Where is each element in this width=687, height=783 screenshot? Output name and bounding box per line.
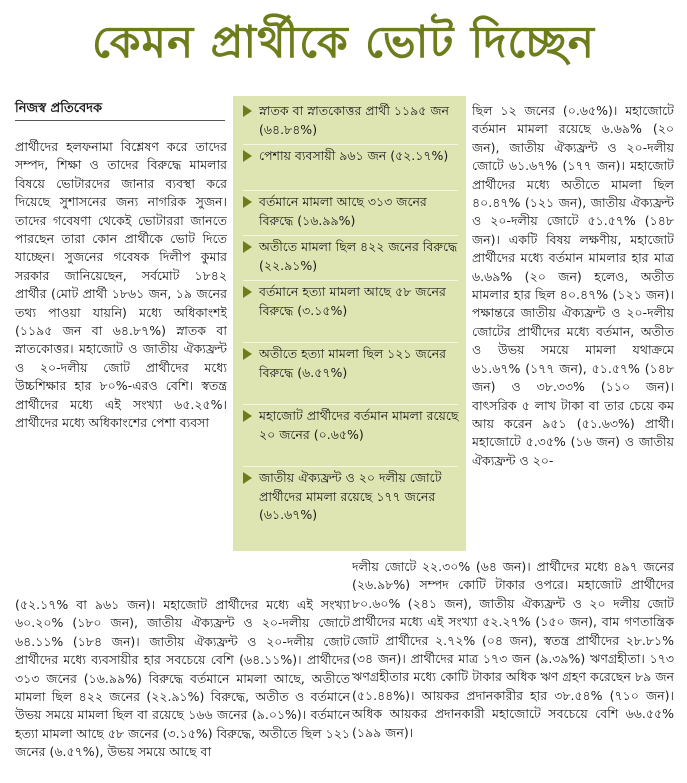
article-column-1: প্রার্থীদের হলফনামা বিশ্লেষণ করে তাদের সম্পদ, শিক্ষা ও তাদের বিরুদ্ধে মামলার বিষয়ে ভোটারদের জানার ব্যবস্থা করে দিয়েছে সুশাসনের জন্য নাগরিক সুজন। তাদের গবেষণা থেকেই ভোটাররা জানতে পারছেন তারা কোন প্রার্থীকে ভোট দিতে যাচ্ছেন। সুজনের গবেষক দিলীপ কুমার সরকার জানিয়েছেন, সর্বমোট ১৮৪২ প্রার্থীর (মোট প্রার্থী ১৮৬১ জন, ১৯ জনের তথ্য পাওয়া যায়নি) মধ্যে অধিকাংশই (১১৯৫ জন বা ৬৪.৮৭%) স্নাতক বা স্নাতকোত্তর। মহাজোট ও জাতীয় ঐক্যফ্রন্ট ও ২০-দলীয় জোট প্রার্থীদের মধ্যে উচ্চশিক্ষার হার ৮০%-এরও বেশি। স্বতন্ত্র প্রার্থীদের মধ্যে এই সংখ্যা ৬৫.২৫%। প্রার্থীদের মধ্যে অধিকাংশের পেশা ব্যবসা: [15, 139, 227, 431]
headline: কেমন প্রার্থীকে ভোট দিচ্ছেন: [91, 17, 596, 68]
highlight-text: পেশায় ব্যবসায়ী ৯৬১ জন (৫২.১৭%): [259, 148, 449, 163]
highlights-box: [233, 96, 466, 551]
byline: নিজস্ব প্রতিবেদক: [15, 100, 225, 121]
bullet-arrow-icon: [243, 105, 252, 117]
highlight-text: অতীতে হত্যা মামলা ছিল ১২১ জনের বিরুদ্ধে (৬.৫৭%): [259, 346, 447, 380]
highlight-text: অতীতে মামলা ছিল ৪২২ জনের বিরুদ্ধে (২২.৯১%): [259, 239, 458, 273]
article-bottom-right: দলীয় জোটে ২২.৩০% (৬৪ জন)। প্রার্থীদের মধ্যে ৪৯৭ জনের (২৬.৯৮%) সম্পদ কোটি টাকার ওপরে। মহাজোট প্রার্থীদের ৮০.৬০% (২৪১ জন), জাতীয় ঐক্যফ্রন্ট ও ২০ দলীয় জোট প্রার্থীদের মধ্যে এই সংখ্যা ৫২.২৭% (১৫০ জন), বাম গণতান্ত্রিক জোট প্রার্থীদের ২.৭২% (০৪ জন), স্বতন্ত্র প্রার্থীদের ২৮.৮১% (৩৪ জন)। প্রার্থীদের মাত্র ১৭৩ জন (৯.৩৯%) ঋণগ্রহীতা। ১৭৩ ঋণগ্রহীতার মধ্যে কোটি টাকার অধিক ঋণ গ্রহণ করেছেন ৮৯ জন (৫১.৪৪%)। আয়কর প্রদানকারীর হার ৩৮.৫৪% (৭১০ জন)। অধিক আয়কর প্রদানকারী মহাজোটে সবচেয়ে বেশি ৬৬.৫৫% (১৯৯ জন)।: [352, 559, 674, 740]
article-column-3: ছিল ১২ জনের (০.৬৫%)। মহাজোটে বর্তমান মামলা রয়েছে ৬.৬৯% (২০ জন), জাতীয় ঐক্যফ্রন্ট ও ২০-দলীয় জোটে ৬১.৬৭% (১৭৭ জন)। মহাজোট প্রার্থীদের মধ্যে অতীতে মামলা ছিল ৪০.৪৭% (১২১ জন), জাতীয় ঐক্যফ্রন্ট ও ২০-দলীয় জোটে ৫১.৫৭% (১৪৮ জন)। একটি বিষয় লক্ষণীয়, মহাজোট প্রার্থীদের মধ্যে বর্তমান মামলার হার মাত্র ৬.৬৯% (২০ জন) হলেও, অতীত মামলার হার ছিল ৪০.৪৭% (১২১ জন)। পক্ষান্তরে জাতীয় ঐক্যফ্রন্ট ও ২০-দলীয় জোটের প্রার্থীদের মধ্যে বর্তমান, অতীত ও উভয় সময়ে মামলা যথাক্রমে ৬১.৬৭% (১৭৭ জন), ৫১.৫৭% (১৪৮ জন) ও ৩৮.৩৩% (১১০ জন)। বাৎসরিক ৫ লাখ টাকা বা তার চেয়ে কম আয় করেন ৯৫১ (৫১.৬৩%) প্রার্থী। মহাজোটে ৫.৩৫% (১৬ জন) ও জাতীয় ঐক্যফ্রন্ট ও ২০-: [472, 103, 674, 468]
highlight-text: বর্তমানে হত্যা মামলা আছে ৫৮ জনের বিরুদ্ধে (৩.১৫%): [259, 284, 446, 318]
divider: [243, 342, 458, 343]
bullet-arrow-icon: [243, 348, 252, 360]
highlight-text: মহাজোট প্রার্থীদের বর্তমান মামলা রয়েছে ২০ জনের (০.৬৫%): [259, 408, 459, 442]
highlight-item: [243, 147, 461, 166]
highlight-item: [243, 102, 461, 139]
bullet-arrow-icon: [243, 196, 252, 208]
divider: [243, 466, 458, 467]
highlight-item: [243, 283, 461, 320]
divider: [243, 280, 458, 281]
highlight-item: [243, 238, 461, 275]
divider: [243, 144, 458, 145]
highlight-text: বর্তমানে মামলা আছে ৩১৩ জনের বিরুদ্ধে (১৬.৯৯%): [259, 194, 427, 228]
bullet-arrow-icon: [243, 286, 252, 298]
bullet-arrow-icon: [243, 410, 252, 422]
highlight-text: স্নাতক বা স্নাতকোত্তর প্রার্থী ১১৯৫ জন (৬৪.৮৪%): [259, 103, 449, 137]
highlight-item: [243, 469, 461, 525]
highlight-text: জাতীয় ঐক্যফ্রন্ট ও ২০ দলীয় জোটে প্রার্থীদের মামলা রয়েছে ১৭৭ জনের (৬১.৬৭%): [259, 470, 442, 522]
divider: [243, 190, 458, 191]
divider: [243, 235, 458, 236]
bullet-arrow-icon: [243, 472, 252, 484]
highlight-item: [243, 193, 461, 230]
bullet-arrow-icon: [243, 241, 252, 253]
bullet-arrow-icon: [243, 150, 252, 162]
highlight-item: [243, 345, 461, 382]
highlight-item: [243, 407, 461, 444]
divider: [243, 404, 458, 405]
article-bottom-left: (৫২.১৭% বা ৯৬১ জন)। মহাজোট প্রার্থীদের মধ্যে এই সংখ্যা ৬০.২০% (১৮০ জন), জাতীয় ঐক্যফ্রন্ট ও ২০-দলীয় জোটে ৬৪.১১% (১৮৪ জন)। জাতীয় ঐক্যফ্রন্ট ও ২০-দলীয় জোট প্রার্থীদের মধ্যে ব্যবসায়ীর হার সবচেয়ে বেশি (৬৪.১১%)। প্রার্থীদের ৩১৩ জনের (১৬.৯৯%) বিরুদ্ধে বর্তমানে মামলা আছে, অতীতে মামলা ছিল ৪২২ জনের (২২.৯১%) বিরুদ্ধে, অতীত ও বর্তমানে উভয় সময়ে মামলা ছিল বা রয়েছে ১৬৬ জনের (৯.০১%)। বর্তমানে হত্যা মামলা আছে ৫৮ জনের (৩.১৫%) বিরুদ্ধে, অতীতে ছিল ১২১ জনের (৬.৫৭%), উভয় সময়ে আছে বা: [15, 597, 350, 760]
